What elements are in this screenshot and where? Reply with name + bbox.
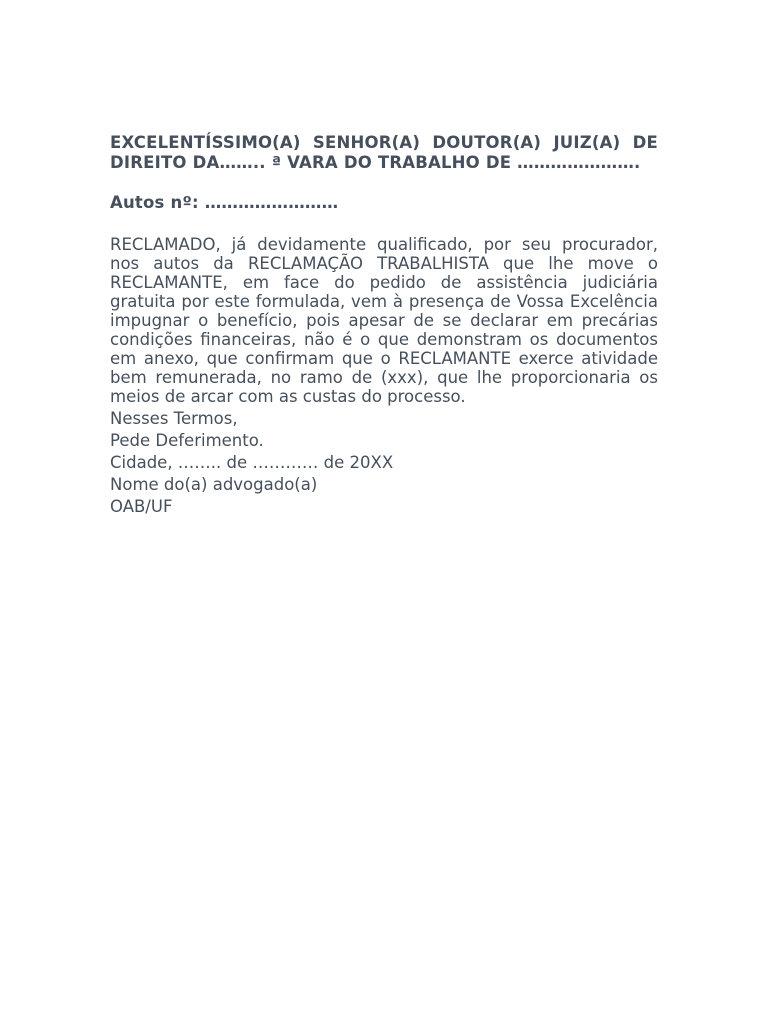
closing-line: Nesses Termos, (110, 409, 238, 428)
case-number: Autos nº: …………………… (110, 193, 339, 212)
document-heading: EXCELENTÍSSIMO(A) SENHOR(A) DOUTOR(A) JUIZ(A) DE DIREITO DA…….. ª VARA DO TRABALHO DE …………………. (110, 133, 658, 172)
place-date-line: Cidade, …….. de ………… de 20XX (110, 453, 394, 472)
lawyer-name-line: Nome do(a) advogado(a) (110, 475, 318, 494)
document-body: RECLAMADO, já devidamente qualificado, por seu procurador, nos autos da RECLAMAÇÃO TRABALHISTA que lhe move o RECLAMANTE, em face do pedido de assistência judiciária gratuita por este formulada, vem à presença de Vossa Excelência impugnar o benefício, pois apesar de se declarar em precárias condições financeiras, não é o que demonstram os documentos em anexo, que confirmam que o RECLAMANTE exerce atividade bem remunerada, no ramo de (xxx), que lhe proporcionaria os meios de arcar com as custas do processo. (110, 235, 658, 406)
request-line: Pede Deferimento. (110, 431, 264, 450)
oab-line: OAB/UF (110, 497, 173, 516)
